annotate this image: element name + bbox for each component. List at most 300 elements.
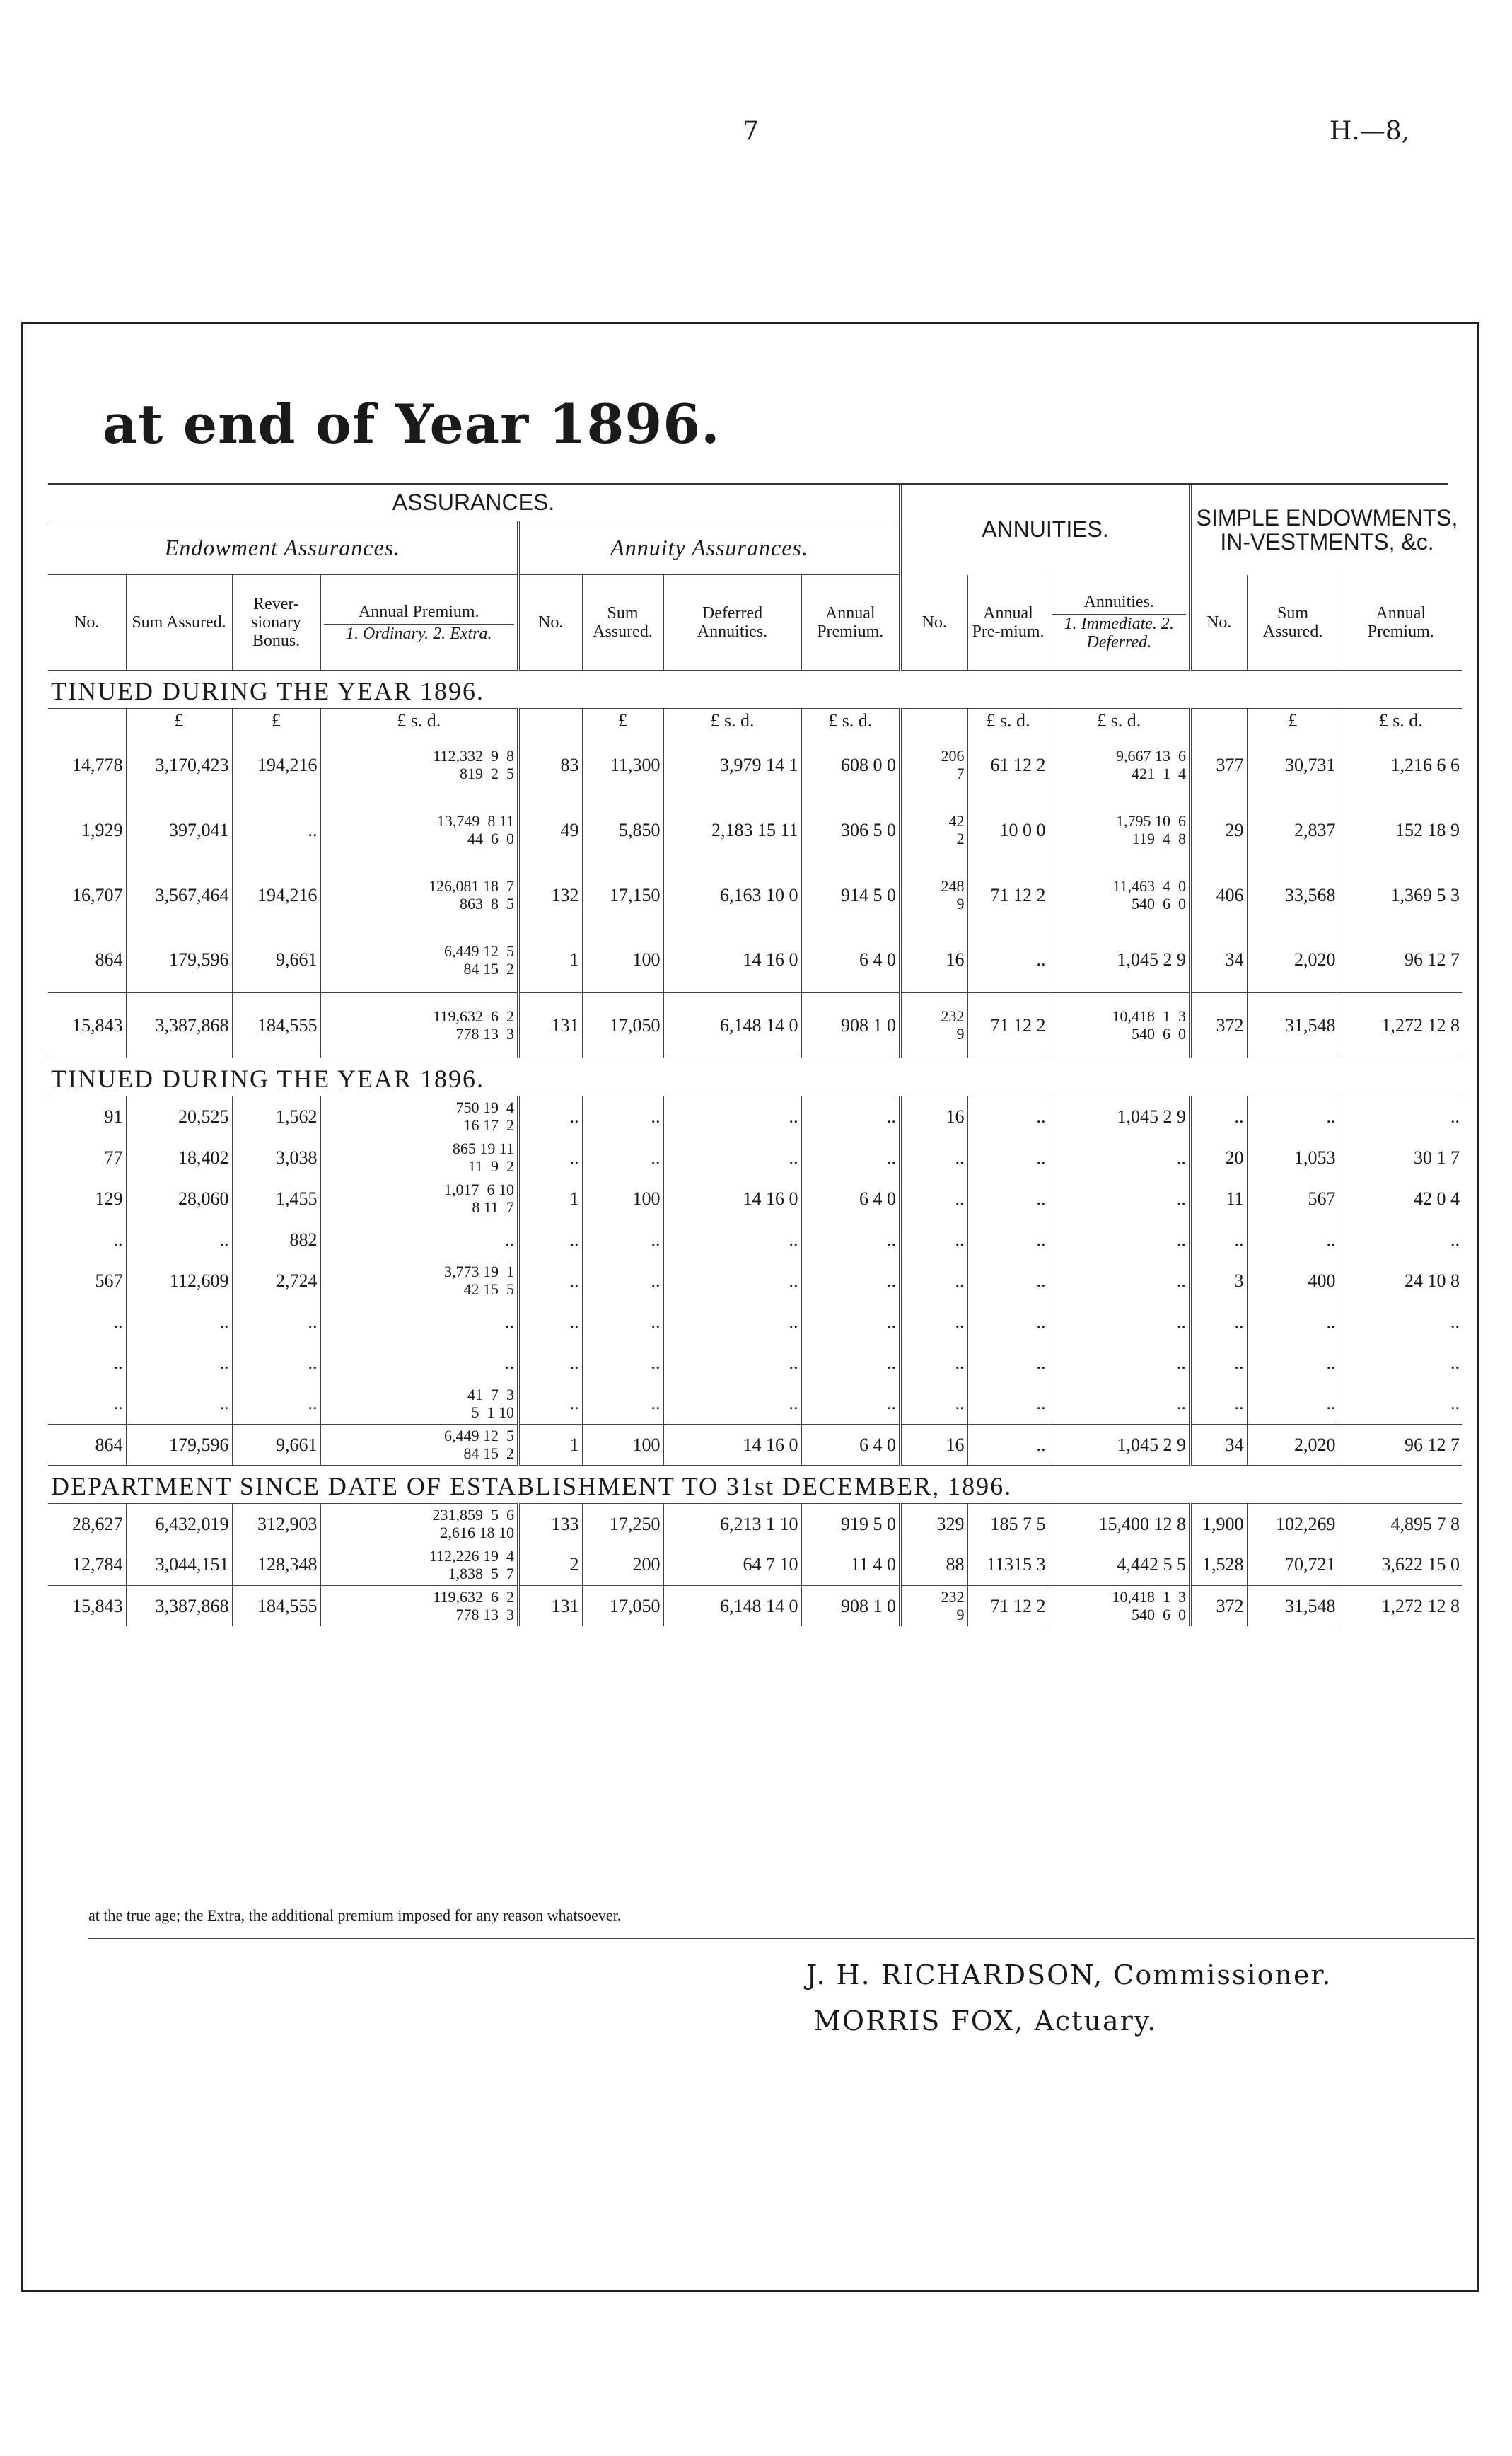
cell-annuity-premium: 6 4 0 bbox=[801, 1178, 900, 1219]
cell-reversionary-bonus: .. bbox=[232, 1383, 320, 1424]
group-simple-endowments: SIMPLE ENDOWMENTS, IN-VESTMENTS, &c. bbox=[1196, 504, 1458, 555]
cell-reversionary-bonus: 312,903 bbox=[232, 1503, 320, 1544]
cell-sum-assured: 112,609 bbox=[126, 1260, 232, 1301]
cell-annuities-no: 16 bbox=[900, 927, 967, 992]
cell-simple-premium: 152 18 9 bbox=[1395, 819, 1460, 840]
cell-simple-sum-assured: .. bbox=[1247, 1383, 1339, 1424]
cell-simple-sum-assured: 2,020 bbox=[1247, 1424, 1339, 1465]
cell-simple-premium: 1,216 6 6 bbox=[1390, 754, 1460, 775]
cell-annuities-premium: .. bbox=[967, 927, 1049, 992]
cell-sum-assured: 397,041 bbox=[126, 797, 232, 862]
cell-annuities-amount: 4,442 5 5 bbox=[1049, 1544, 1190, 1585]
cell-annuity-premium: .. bbox=[801, 1383, 900, 1424]
cell-no: 15,843 bbox=[48, 992, 126, 1058]
subgroup-endowment: Endowment Assurances. bbox=[48, 521, 518, 575]
cell-reversionary-bonus: .. bbox=[232, 1342, 320, 1383]
page-reference: H.—8, bbox=[1330, 117, 1410, 146]
cell-deferred-annuities: 6,148 14 0 bbox=[663, 1585, 801, 1626]
cell-annuities-no: 88 bbox=[900, 1544, 967, 1585]
cell-annuity-sum-assured: .. bbox=[582, 1383, 663, 1424]
cell-simple-sum-assured: 567 bbox=[1247, 1178, 1339, 1219]
cell-sum-assured: 3,567,464 bbox=[126, 862, 232, 927]
unit: £ bbox=[232, 709, 320, 733]
cell-annual-premium: .. bbox=[320, 1342, 518, 1383]
table-row bbox=[48, 1342, 1462, 1383]
cell-no: .. bbox=[48, 1301, 126, 1342]
cell-annuity-no: .. bbox=[518, 1342, 582, 1383]
cell-simple-sum-assured: 1,053 bbox=[1247, 1137, 1339, 1178]
col-annuity-premium: Annual Pre-mium. bbox=[967, 575, 1049, 671]
signature-commissioner: J. H. RICHARDSON, Commissioner. bbox=[806, 1959, 1332, 1991]
footnote-rule bbox=[88, 1938, 1475, 1939]
annuities-note: 1. Immediate. 2. Deferred. bbox=[1052, 614, 1187, 651]
cell-simple-no: 372 bbox=[1190, 1585, 1247, 1626]
cell-annuities-premium: .. bbox=[967, 1178, 1049, 1219]
table-row bbox=[48, 1096, 1462, 1137]
cell-simple-sum-assured: 2,020 bbox=[1247, 927, 1339, 992]
cell-annuities-amount: 1,045 2 9 bbox=[1049, 1424, 1190, 1465]
cell-annuity-sum-assured: 17,050 bbox=[582, 992, 663, 1058]
cell-annuity-premium: .. bbox=[801, 1219, 900, 1260]
cell-reversionary-bonus: 184,555 bbox=[232, 1585, 320, 1626]
cell-reversionary-bonus: 9,661 bbox=[232, 1424, 320, 1465]
cell-simple-premium: .. bbox=[1450, 1393, 1460, 1414]
annuities-label: Annuities. bbox=[1083, 593, 1154, 612]
cell-annuity-premium: .. bbox=[801, 1260, 900, 1301]
section-heading-3: DEPARTMENT SINCE DATE OF ESTABLISHMENT TO 31st DECEMBER, 1896. bbox=[48, 1465, 1462, 1503]
cell-annuities-amount: 10,418 1 3 540 6 0 bbox=[1049, 1585, 1190, 1626]
cell-annuities-premium: 185 7 5 bbox=[967, 1503, 1049, 1544]
cell-annuities-premium: .. bbox=[967, 1260, 1049, 1301]
cell-simple-no: 34 bbox=[1190, 1424, 1247, 1465]
table-row bbox=[48, 1585, 1462, 1626]
group-assurances: ASSURANCES. bbox=[48, 485, 900, 521]
cell-annuities-premium: .. bbox=[967, 1137, 1049, 1178]
cell-annuity-no: .. bbox=[518, 1219, 582, 1260]
cell-annuities-amount: 1,045 2 9 bbox=[1049, 1096, 1190, 1137]
cell-deferred-annuities: .. bbox=[663, 1096, 801, 1137]
cell-annuities-no: 329 bbox=[900, 1503, 967, 1544]
cell-annual-premium: .. bbox=[320, 1301, 518, 1342]
cell-no: 16,707 bbox=[48, 862, 126, 927]
cell-deferred-annuities: 3,979 14 1 bbox=[663, 732, 801, 797]
col-deferred-annuities: Deferred Annuities. bbox=[663, 575, 801, 671]
cell-deferred-annuities: 6,213 1 10 bbox=[663, 1503, 801, 1544]
cell-annuities-premium: .. bbox=[967, 1301, 1049, 1342]
cell-sum-assured: .. bbox=[126, 1383, 232, 1424]
cell-annual-premium: 6,449 12 5 84 15 2 bbox=[320, 927, 518, 992]
cell-annuity-premium: .. bbox=[801, 1137, 900, 1178]
cell-annual-premium: 112,226 19 4 1,838 5 7 bbox=[320, 1544, 518, 1585]
cell-simple-premium: 96 12 7 bbox=[1405, 949, 1460, 971]
cell-annual-premium: 750 19 4 16 17 2 bbox=[320, 1096, 518, 1137]
cell-deferred-annuities: 6,148 14 0 bbox=[663, 992, 801, 1058]
cell-no: 28,627 bbox=[48, 1503, 126, 1544]
cell-annual-premium: 126,081 18 7 863 8 5 bbox=[320, 862, 518, 927]
cell-annuities-premium: 71 12 2 bbox=[967, 862, 1049, 927]
cell-annuity-no: 131 bbox=[518, 992, 582, 1058]
col-no: No. bbox=[48, 575, 126, 671]
cell-deferred-annuities: .. bbox=[663, 1137, 801, 1178]
cell-annuities-premium: 71 12 2 bbox=[967, 1585, 1049, 1626]
cell-reversionary-bonus: .. bbox=[232, 797, 320, 862]
cell-no: 129 bbox=[48, 1178, 126, 1219]
cell-sum-assured: 179,596 bbox=[126, 1424, 232, 1465]
cell-simple-no: 377 bbox=[1190, 732, 1247, 797]
cell-reversionary-bonus: 3,038 bbox=[232, 1137, 320, 1178]
cell-simple-no: 20 bbox=[1190, 1137, 1247, 1178]
cell-annuities-amount: .. bbox=[1049, 1301, 1190, 1342]
cell-annuity-premium: 914 5 0 bbox=[801, 862, 900, 927]
cell-simple-premium: 42 0 4 bbox=[1414, 1188, 1460, 1209]
cell-reversionary-bonus: .. bbox=[232, 1301, 320, 1342]
cell-reversionary-bonus: 1,562 bbox=[232, 1096, 320, 1137]
cell-deferred-annuities: 14 16 0 bbox=[663, 1178, 801, 1219]
cell-annual-premium: 865 19 11 11 9 2 bbox=[320, 1137, 518, 1178]
col-no-2: No. bbox=[518, 575, 582, 671]
cell-annuity-sum-assured: .. bbox=[582, 1342, 663, 1383]
subgroup-annuity: Annuity Assurances. bbox=[518, 521, 900, 575]
table-row bbox=[48, 1219, 1462, 1260]
cell-sum-assured: 179,596 bbox=[126, 927, 232, 992]
cell-annuity-no: .. bbox=[518, 1383, 582, 1424]
cell-annuities-no: 206 7 bbox=[900, 732, 967, 797]
cell-annuities-amount: 11,463 4 0 540 6 0 bbox=[1049, 862, 1190, 927]
cell-simple-premium: 3,622 15 0 bbox=[1381, 1554, 1460, 1575]
cell-simple-no: 406 bbox=[1190, 862, 1247, 927]
cell-reversionary-bonus: 184,555 bbox=[232, 992, 320, 1058]
cell-simple-no: 3 bbox=[1190, 1260, 1247, 1301]
col-sum-assured-4: Sum Assured. bbox=[1247, 575, 1339, 671]
annual-premium-label: Annual Premium. bbox=[358, 602, 479, 621]
cell-annuities-premium: 71 12 2 bbox=[967, 992, 1049, 1058]
cell-deferred-annuities: 6,163 10 0 bbox=[663, 862, 801, 927]
cell-annuities-amount: 9,667 13 6 421 1 4 bbox=[1049, 732, 1190, 797]
table-row bbox=[48, 1383, 1462, 1424]
unit-row bbox=[48, 709, 1462, 733]
cell-annuity-premium: 6 4 0 bbox=[801, 927, 900, 992]
unit: £ bbox=[126, 709, 232, 733]
cell-annuities-premium: 61 12 2 bbox=[967, 732, 1049, 797]
cell-simple-no: 29 bbox=[1190, 797, 1247, 862]
cell-annuity-sum-assured: 200 bbox=[582, 1544, 663, 1585]
table-row bbox=[48, 797, 1462, 862]
col-sum-assured: Sum Assured. bbox=[126, 575, 232, 671]
cell-annuity-sum-assured: 100 bbox=[582, 1424, 663, 1465]
cell-annuity-no: .. bbox=[518, 1301, 582, 1342]
cell-annuities-amount: .. bbox=[1049, 1342, 1190, 1383]
unit: £ s. d. bbox=[320, 709, 518, 733]
cell-simple-no: .. bbox=[1190, 1301, 1247, 1342]
cell-simple-sum-assured: .. bbox=[1247, 1096, 1339, 1137]
section-3-rows bbox=[48, 1503, 1462, 1626]
cell-annuities-no: .. bbox=[900, 1219, 967, 1260]
unit: £ s. d. bbox=[801, 709, 900, 733]
cell-no: 12,784 bbox=[48, 1544, 126, 1585]
cell-simple-no: .. bbox=[1190, 1219, 1247, 1260]
cell-deferred-annuities: 64 7 10 bbox=[663, 1544, 801, 1585]
table-row bbox=[48, 1137, 1462, 1178]
cell-annuities-amount: 15,400 12 8 bbox=[1049, 1503, 1190, 1544]
cell-sum-assured: 3,170,423 bbox=[126, 732, 232, 797]
table-row bbox=[48, 927, 1462, 992]
cell-simple-no: .. bbox=[1190, 1096, 1247, 1137]
cell-annuities-amount: 10,418 1 3 540 6 0 bbox=[1049, 992, 1190, 1058]
table-row bbox=[48, 1424, 1462, 1465]
cell-reversionary-bonus: 194,216 bbox=[232, 732, 320, 797]
cell-annuities-no: 232 9 bbox=[900, 992, 967, 1058]
cell-annuities-premium: .. bbox=[967, 1383, 1049, 1424]
cell-annual-premium: 119,632 6 2 778 13 3 bbox=[320, 1585, 518, 1626]
cell-annuity-sum-assured: 17,050 bbox=[582, 1585, 663, 1626]
cell-simple-no: 34 bbox=[1190, 927, 1247, 992]
cell-simple-premium: 96 12 7 bbox=[1339, 1424, 1462, 1465]
cell-annuity-sum-assured: .. bbox=[582, 1096, 663, 1137]
cell-annuity-premium: .. bbox=[801, 1096, 900, 1137]
cell-annuity-no: 83 bbox=[518, 732, 582, 797]
cell-deferred-annuities: .. bbox=[663, 1342, 801, 1383]
cell-sum-assured: 20,525 bbox=[126, 1096, 232, 1137]
cell-reversionary-bonus: 128,348 bbox=[232, 1544, 320, 1585]
cell-sum-assured: 28,060 bbox=[126, 1178, 232, 1219]
cell-annuities-premium: 10 0 0 bbox=[967, 797, 1049, 862]
cell-no: 14,778 bbox=[48, 732, 126, 797]
unit: £ bbox=[1247, 709, 1339, 733]
cell-simple-premium: .. bbox=[1450, 1229, 1460, 1250]
cell-annuity-no: 133 bbox=[518, 1503, 582, 1544]
cell-annuities-premium: .. bbox=[967, 1342, 1049, 1383]
unit: £ bbox=[582, 709, 663, 733]
cell-no: 567 bbox=[48, 1260, 126, 1301]
cell-annual-premium: 112,332 9 8 819 2 5 bbox=[320, 732, 518, 797]
cell-simple-premium: .. bbox=[1450, 1106, 1460, 1127]
cell-simple-sum-assured: .. bbox=[1247, 1219, 1339, 1260]
cell-simple-premium: 1,272 12 8 bbox=[1339, 992, 1462, 1058]
cell-annuities-no: .. bbox=[900, 1383, 967, 1424]
cell-simple-no: .. bbox=[1190, 1342, 1247, 1383]
cell-reversionary-bonus: 194,216 bbox=[232, 862, 320, 927]
cell-deferred-annuities: 14 16 0 bbox=[663, 1424, 801, 1465]
cell-annuity-premium: 908 1 0 bbox=[801, 992, 900, 1058]
cell-annuity-no: 1 bbox=[518, 1178, 582, 1219]
unit: £ s. d. bbox=[663, 709, 801, 733]
cell-no: 864 bbox=[48, 927, 126, 992]
cell-deferred-annuities: .. bbox=[663, 1219, 801, 1260]
cell-sum-assured: .. bbox=[126, 1342, 232, 1383]
table-row bbox=[48, 1301, 1462, 1342]
cell-simple-sum-assured: .. bbox=[1247, 1301, 1339, 1342]
cell-annuity-premium: 6 4 0 bbox=[801, 1424, 900, 1465]
cell-sum-assured: 3,387,868 bbox=[126, 1585, 232, 1626]
cell-annuities-no: 42 2 bbox=[900, 797, 967, 862]
unit: £ s. d. bbox=[1049, 709, 1190, 733]
cell-annuity-sum-assured: 17,150 bbox=[582, 862, 663, 927]
cell-simple-premium: 1,369 5 3 bbox=[1390, 884, 1460, 905]
section-1-rows bbox=[48, 732, 1462, 1058]
cell-simple-sum-assured: 31,548 bbox=[1247, 1585, 1339, 1626]
cell-no: .. bbox=[48, 1342, 126, 1383]
cell-simple-no: 11 bbox=[1190, 1178, 1247, 1219]
cell-annuity-no: 1 bbox=[518, 927, 582, 992]
cell-annuities-no: .. bbox=[900, 1301, 967, 1342]
cell-no: .. bbox=[48, 1383, 126, 1424]
cell-simple-sum-assured: 33,568 bbox=[1247, 862, 1339, 927]
page-number: 7 bbox=[743, 117, 759, 146]
col-annual-premium-4: Annual Premium. bbox=[1339, 575, 1462, 671]
cell-annuities-no: 16 bbox=[900, 1096, 967, 1137]
cell-reversionary-bonus: 882 bbox=[232, 1219, 320, 1260]
table-row bbox=[48, 1260, 1462, 1301]
cell-annuity-premium: 11 4 0 bbox=[801, 1544, 900, 1585]
cell-annuity-no: 131 bbox=[518, 1585, 582, 1626]
cell-simple-premium: 30 1 7 bbox=[1414, 1147, 1460, 1168]
premium-note: 1. Ordinary. 2. Extra. bbox=[324, 624, 515, 643]
cell-annuity-no: 2 bbox=[518, 1544, 582, 1585]
page-title: at end of Year 1896. bbox=[103, 393, 721, 456]
section-heading-1: TINUED DURING THE YEAR 1896. bbox=[48, 671, 1462, 709]
cell-annuity-premium: 908 1 0 bbox=[801, 1585, 900, 1626]
cell-annuity-premium: 306 5 0 bbox=[801, 797, 900, 862]
cell-annuities-no: .. bbox=[900, 1342, 967, 1383]
unit: £ s. d. bbox=[967, 709, 1049, 733]
cell-annuities-no: 248 9 bbox=[900, 862, 967, 927]
cell-no: 864 bbox=[48, 1424, 126, 1465]
cell-annuities-premium: 11315 3 bbox=[967, 1544, 1049, 1585]
cell-annuities-amount: .. bbox=[1049, 1383, 1190, 1424]
table-row bbox=[48, 1503, 1462, 1544]
cell-annuity-no: 1 bbox=[518, 1424, 582, 1465]
cell-annuity-sum-assured: .. bbox=[582, 1137, 663, 1178]
cell-simple-premium: 24 10 8 bbox=[1405, 1270, 1460, 1291]
cell-simple-sum-assured: 102,269 bbox=[1247, 1503, 1339, 1544]
cell-simple-premium: .. bbox=[1450, 1352, 1460, 1373]
cell-annuities-no: .. bbox=[900, 1178, 967, 1219]
cell-simple-premium: 1,272 12 8 bbox=[1339, 1585, 1462, 1626]
cell-annuity-sum-assured: 100 bbox=[582, 1178, 663, 1219]
cell-simple-premium: .. bbox=[1450, 1311, 1460, 1332]
cell-annuity-no: .. bbox=[518, 1137, 582, 1178]
cell-no: .. bbox=[48, 1219, 126, 1260]
cell-reversionary-bonus: 2,724 bbox=[232, 1260, 320, 1301]
cell-sum-assured: 3,044,151 bbox=[126, 1544, 232, 1585]
cell-simple-sum-assured: 400 bbox=[1247, 1260, 1339, 1301]
cell-annuity-no: 132 bbox=[518, 862, 582, 927]
unit: £ s. d. bbox=[1378, 710, 1423, 731]
cell-annual-premium: 231,859 5 6 2,616 18 10 bbox=[320, 1503, 518, 1544]
cell-sum-assured: 6,432,019 bbox=[126, 1503, 232, 1544]
cell-simple-sum-assured: 2,837 bbox=[1247, 797, 1339, 862]
cell-simple-sum-assured: .. bbox=[1247, 1342, 1339, 1383]
cell-no: 77 bbox=[48, 1137, 126, 1178]
statistics-table bbox=[48, 485, 1462, 1626]
cell-annuity-sum-assured: .. bbox=[582, 1219, 663, 1260]
cell-annual-premium: 41 7 3 5 1 10 bbox=[320, 1383, 518, 1424]
col-reversionary-bonus: Rever-sionary Bonus. bbox=[232, 575, 320, 671]
cell-simple-no: .. bbox=[1190, 1383, 1247, 1424]
cell-annuities-amount: 1,795 10 6 119 4 8 bbox=[1049, 797, 1190, 862]
footnote: at the true age; the Extra, the additional premium imposed for any reason whatsoever. bbox=[88, 1906, 622, 1924]
cell-annual-premium: 3,773 19 1 42 15 5 bbox=[320, 1260, 518, 1301]
cell-annuities-premium: .. bbox=[967, 1096, 1049, 1137]
cell-annuity-sum-assured: 11,300 bbox=[582, 732, 663, 797]
cell-simple-no: 372 bbox=[1190, 992, 1247, 1058]
cell-deferred-annuities: .. bbox=[663, 1383, 801, 1424]
cell-simple-premium: 4,895 7 8 bbox=[1390, 1513, 1460, 1534]
cell-reversionary-bonus: 1,455 bbox=[232, 1178, 320, 1219]
cell-reversionary-bonus: 9,661 bbox=[232, 927, 320, 992]
cell-sum-assured: 18,402 bbox=[126, 1137, 232, 1178]
cell-annuities-amount: .. bbox=[1049, 1137, 1190, 1178]
cell-sum-assured: .. bbox=[126, 1301, 232, 1342]
group-annuities: ANNUITIES. bbox=[900, 485, 1190, 575]
cell-annual-premium: 6,449 12 5 84 15 2 bbox=[320, 1424, 518, 1465]
col-no-4: No. bbox=[1190, 575, 1247, 671]
cell-annuity-sum-assured: .. bbox=[582, 1301, 663, 1342]
cell-sum-assured: 3,387,868 bbox=[126, 992, 232, 1058]
cell-annuity-premium: 608 0 0 bbox=[801, 732, 900, 797]
col-annual-premium bbox=[320, 575, 518, 671]
cell-no: 91 bbox=[48, 1096, 126, 1137]
cell-annuities-no: 16 bbox=[900, 1424, 967, 1465]
cell-deferred-annuities: 2,183 15 11 bbox=[663, 797, 801, 862]
cell-simple-sum-assured: 31,548 bbox=[1247, 992, 1339, 1058]
col-annuities bbox=[1049, 575, 1190, 671]
cell-annuities-premium: .. bbox=[967, 1219, 1049, 1260]
cell-annuities-amount: .. bbox=[1049, 1219, 1190, 1260]
cell-annuities-premium: .. bbox=[967, 1424, 1049, 1465]
col-sum-assured-2: Sum Assured. bbox=[582, 575, 663, 671]
cell-annual-premium: 13,749 8 11 44 6 0 bbox=[320, 797, 518, 862]
cell-annuities-amount: .. bbox=[1049, 1178, 1190, 1219]
table-row bbox=[48, 1544, 1462, 1585]
col-annual-premium-2: Annual Premium. bbox=[801, 575, 900, 671]
signature-actuary: MORRIS FOX, Actuary. bbox=[813, 2005, 1158, 2037]
cell-annuity-no: .. bbox=[518, 1260, 582, 1301]
cell-annuity-sum-assured: .. bbox=[582, 1260, 663, 1301]
cell-simple-no: 1,528 bbox=[1190, 1544, 1247, 1585]
cell-no: 1,929 bbox=[48, 797, 126, 862]
table-row bbox=[48, 1178, 1462, 1219]
cell-annuity-premium: .. bbox=[801, 1301, 900, 1342]
cell-annuity-sum-assured: 100 bbox=[582, 927, 663, 992]
cell-annuity-premium: 919 5 0 bbox=[801, 1503, 900, 1544]
cell-no: 15,843 bbox=[48, 1585, 126, 1626]
cell-annuities-amount: 1,045 2 9 bbox=[1049, 927, 1190, 992]
table-row bbox=[48, 862, 1462, 927]
cell-annual-premium: 119,632 6 2 778 13 3 bbox=[320, 992, 518, 1058]
cell-annuities-no: .. bbox=[900, 1260, 967, 1301]
cell-annuity-sum-assured: 17,250 bbox=[582, 1503, 663, 1544]
cell-deferred-annuities: .. bbox=[663, 1301, 801, 1342]
cell-simple-sum-assured: 70,721 bbox=[1247, 1544, 1339, 1585]
cell-simple-sum-assured: 30,731 bbox=[1247, 732, 1339, 797]
cell-deferred-annuities: 14 16 0 bbox=[663, 927, 801, 992]
section-2-rows bbox=[48, 1096, 1462, 1465]
cell-annuities-no: .. bbox=[900, 1137, 967, 1178]
section-heading-2: TINUED DURING THE YEAR 1896. bbox=[48, 1058, 1462, 1096]
cell-annuity-sum-assured: 5,850 bbox=[582, 797, 663, 862]
col-no-3: No. bbox=[900, 575, 967, 671]
cell-annuity-no: .. bbox=[518, 1096, 582, 1137]
cell-annual-premium: .. bbox=[320, 1219, 518, 1260]
table-row bbox=[48, 992, 1462, 1058]
cell-annual-premium: 1,017 6 10 8 11 7 bbox=[320, 1178, 518, 1219]
cell-sum-assured: .. bbox=[126, 1219, 232, 1260]
cell-annuity-premium: .. bbox=[801, 1342, 900, 1383]
cell-simple-no: 1,900 bbox=[1190, 1503, 1247, 1544]
cell-annuity-no: 49 bbox=[518, 797, 582, 862]
table-row bbox=[48, 732, 1462, 797]
